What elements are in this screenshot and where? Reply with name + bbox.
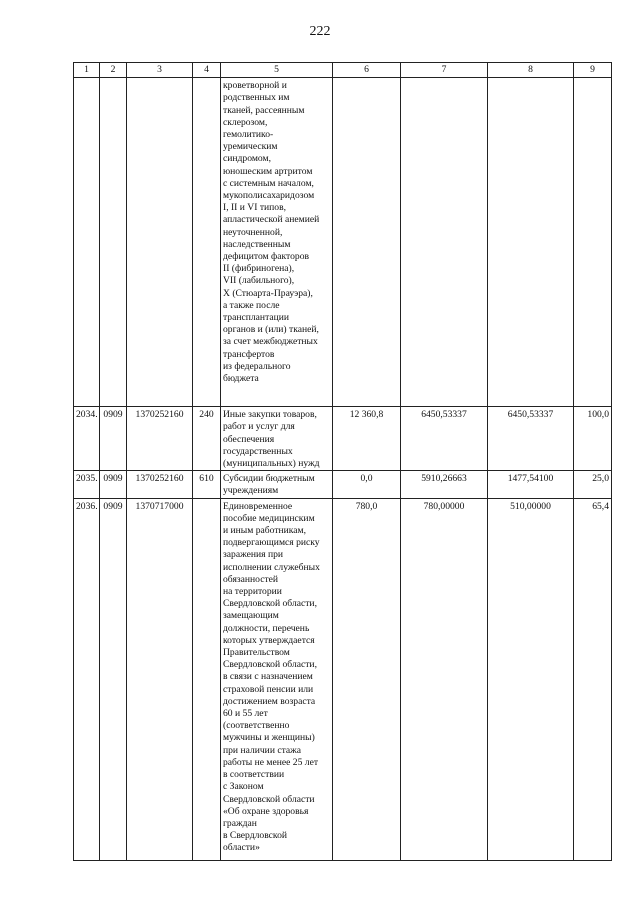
column-header: 3 [127, 63, 193, 78]
execution-percent: 65,4 [574, 498, 612, 860]
target-article-code [127, 78, 193, 407]
refined-amount [401, 78, 488, 407]
target-article-code: 1370717000 [127, 498, 193, 860]
execution-percent: 100,0 [574, 407, 612, 471]
column-header: 8 [488, 63, 574, 78]
plan-amount: 0,0 [333, 471, 401, 498]
section-code: 0909 [100, 471, 127, 498]
table-row [74, 78, 612, 407]
plan-amount [333, 78, 401, 407]
expense-type-code [193, 498, 221, 860]
executed-amount [488, 78, 574, 407]
table-row [74, 407, 612, 471]
row-number: 2035. [74, 471, 100, 498]
plan-amount: 780,0 [333, 498, 401, 860]
refined-amount: 780,00000 [401, 498, 488, 860]
execution-percent: 25,0 [574, 471, 612, 498]
column-header: 9 [574, 63, 612, 78]
execution-percent [574, 78, 612, 407]
column-header: 2 [100, 63, 127, 78]
row-number [74, 78, 100, 407]
expense-type-code: 610 [193, 471, 221, 498]
target-article-code: 1370252160 [127, 471, 193, 498]
table-row [74, 498, 612, 860]
column-header: 1 [74, 63, 100, 78]
item-name: Единовременное пособие медицинским и иным работникам, подвергающимся риску заражения при исполнении служебных обязанностей на территории Свердловской области, замещающим должности, перечень которых утверждается Правительством Свердловской области, в связи с назначением страховой пенсии или достижением возраста 60 и 55 лет (соответственно мужчины и женщины) при наличии стажа работы не менее 25 лет в соответствии с Законом Свердловской области «Об охране здоровья граждан в Свердловской области» [221, 498, 333, 860]
plan-amount: 12 360,8 [333, 407, 401, 471]
expense-type-code [193, 78, 221, 407]
item-name: кроветворной и родственных им тканей, рассеянным склерозом, гемолитико- уремическим синдромом, юношеским артритом с системным началом, мукополисахаридозом I, II и VI типов, апластической анемией неуточненной, наследственным дефицитом факторов II (фибриногена), VII (лабильного), X (Стюарта-Прауэра), а также после трансплантации органов и (или) тканей, за счет межбюджетных трансфертов из федерального бюджета [221, 78, 333, 407]
section-code: 0909 [100, 498, 127, 860]
section-code: 0909 [100, 407, 127, 471]
page-number: 222 [309, 24, 331, 39]
executed-amount: 6450,53337 [488, 407, 574, 471]
row-number: 2034. [74, 407, 100, 471]
item-name: Субсидии бюджетным учреждениям [221, 471, 333, 498]
column-header: 6 [333, 63, 401, 78]
table-row [74, 471, 612, 498]
column-header: 4 [193, 63, 221, 78]
expense-type-code: 240 [193, 407, 221, 471]
refined-amount: 6450,53337 [401, 407, 488, 471]
column-number-row [74, 63, 612, 78]
row-number: 2036. [74, 498, 100, 860]
section-code [100, 78, 127, 407]
target-article-code: 1370252160 [127, 407, 193, 471]
refined-amount: 5910,26663 [401, 471, 488, 498]
item-name: Иные закупки товаров, работ и услуг для обеспечения государственных (муниципальных) нужд [221, 407, 333, 471]
executed-amount: 1477,54100 [488, 471, 574, 498]
executed-amount: 510,00000 [488, 498, 574, 860]
column-header: 5 [221, 63, 333, 78]
column-header: 7 [401, 63, 488, 78]
budget-table [73, 62, 612, 861]
